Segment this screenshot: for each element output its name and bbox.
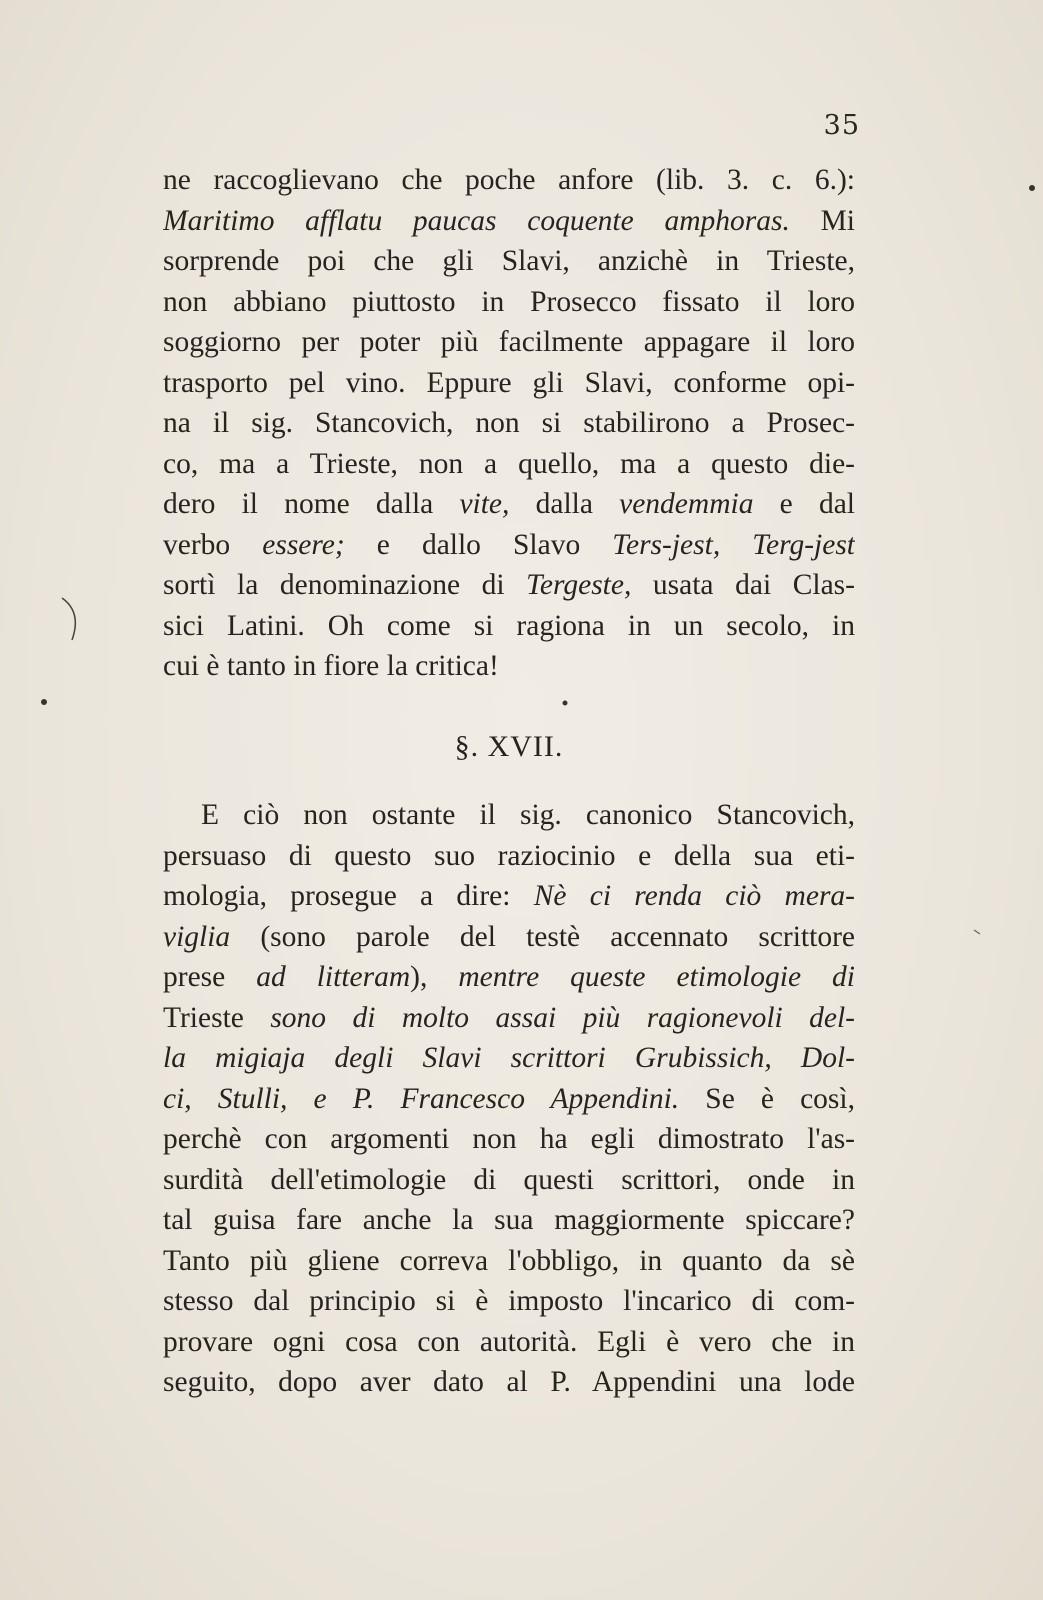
italic-text: ad litteram bbox=[256, 961, 411, 993]
text-line bbox=[163, 917, 855, 958]
text-run: mologia, prosegue a dire: bbox=[163, 880, 534, 912]
text-line bbox=[163, 322, 855, 363]
italic-text: sono di molto assai più ragionevoli del- bbox=[270, 1001, 855, 1034]
text-run: e dallo Slavo bbox=[344, 528, 613, 561]
text-run: non abbiano piuttosto in Prosecco fissato il loro bbox=[163, 285, 855, 318]
text-run: perchè con argomenti non ha egli dimostrato l'as- bbox=[163, 1123, 855, 1155]
text-line bbox=[163, 1241, 855, 1282]
text-run: Tanto più gliene correva l'obbligo, in quanto da sè bbox=[163, 1244, 855, 1277]
text-run: usata dai Clas- bbox=[631, 569, 855, 601]
text-run: (sono parole del testè accennato scrittore bbox=[230, 920, 855, 953]
text-run: ), bbox=[410, 961, 459, 993]
text-line bbox=[163, 1322, 855, 1363]
text-line bbox=[163, 565, 855, 606]
text-run: Trieste bbox=[163, 1001, 271, 1034]
text-run: dero il nome dalla bbox=[163, 488, 460, 520]
text-line bbox=[163, 606, 855, 647]
text-line bbox=[163, 201, 855, 242]
italic-text: Tergeste, bbox=[526, 569, 632, 601]
text-line bbox=[163, 444, 855, 485]
text-line bbox=[163, 957, 855, 998]
text-line bbox=[163, 241, 855, 282]
text-run: Se è così, bbox=[679, 1082, 855, 1115]
text-line bbox=[163, 1160, 855, 1201]
italic-text: vendemmia bbox=[619, 488, 754, 520]
text-line bbox=[163, 484, 855, 525]
text-line bbox=[163, 1038, 855, 1079]
paper-mark bbox=[62, 598, 75, 640]
text-run: Mi bbox=[789, 204, 855, 237]
text-run: sorprende poi che gli Slavi, anzichè in Trieste, bbox=[163, 245, 855, 277]
text-line bbox=[163, 1079, 855, 1120]
text-run: E ciò non ostante il sig. canonico Stancovich, bbox=[201, 799, 855, 831]
text-line bbox=[163, 1119, 855, 1160]
text-line bbox=[163, 998, 855, 1039]
italic-text: Maritimo afflatu paucas coquente amphoras. bbox=[163, 204, 790, 237]
text-run: trasporto pel vino. Eppure gli Slavi, conforme opi- bbox=[163, 366, 855, 399]
text-run: persuaso di questo suo raziocinio e della sua eti- bbox=[163, 839, 855, 872]
text-run: verbo bbox=[163, 528, 263, 561]
text-line bbox=[163, 836, 855, 877]
paper-mark bbox=[974, 930, 980, 934]
text-run: soggiorno per poter più facilmente appagare il loro bbox=[163, 326, 855, 358]
text-run: provare ogni cosa con autorità. Egli è vero che in bbox=[163, 1325, 855, 1358]
text-run: sortì la denominazione di bbox=[163, 569, 527, 601]
text-run: co, ma a Trieste, non a quello, ma a questo die- bbox=[163, 447, 855, 480]
text-run: e dal bbox=[753, 488, 855, 520]
italic-text: viglia bbox=[163, 920, 231, 953]
page-number: 35 bbox=[823, 110, 860, 141]
text-run: sici Latini. Oh come si ragiona in un secolo, in bbox=[163, 609, 855, 642]
italic-text: mentre queste etimologie di bbox=[458, 961, 855, 993]
text-line bbox=[163, 876, 855, 917]
italic-text: ci, Stulli, e P. Francesco Appendini. bbox=[163, 1082, 680, 1115]
text-run: cui è tanto in fiore la critica! bbox=[163, 650, 499, 682]
paragraph-continued bbox=[163, 160, 855, 687]
italic-text: vite, bbox=[459, 488, 510, 520]
paragraph-section-xvii bbox=[163, 795, 855, 1403]
ink-speck bbox=[563, 701, 568, 706]
text-run: seguito, dopo aver dato al P. Appendini una lode bbox=[163, 1366, 855, 1398]
italic-text: Nè ci renda ciò mera- bbox=[533, 880, 855, 912]
section-heading: §. XVII. bbox=[454, 730, 564, 763]
text-line bbox=[163, 363, 855, 404]
text-line bbox=[163, 646, 855, 687]
text-line bbox=[163, 403, 855, 444]
text-run: prese bbox=[163, 961, 257, 993]
text-run: ne raccoglievano che poche anfore (lib. 3. c. 6.): bbox=[163, 164, 855, 196]
text-line bbox=[163, 525, 855, 566]
italic-text: la migiaja degli Slavi scrittori Grubissich, Dol- bbox=[163, 1042, 855, 1074]
text-line bbox=[163, 1200, 855, 1241]
ink-speck bbox=[41, 699, 47, 705]
text-run: dalla bbox=[509, 488, 620, 520]
text-run: na il sig. Stancovich, non si stabilirono a Prosec- bbox=[163, 407, 855, 439]
text-line bbox=[163, 795, 855, 836]
text-line bbox=[163, 1281, 855, 1322]
italic-text: essere; bbox=[262, 528, 345, 561]
text-line bbox=[163, 282, 855, 323]
text-line bbox=[163, 1362, 855, 1403]
ink-speck bbox=[1029, 185, 1035, 191]
text-run: stesso dal principio si è imposto l'incarico di com- bbox=[163, 1285, 855, 1317]
italic-text: Ters-jest, Terg-jest bbox=[612, 528, 855, 561]
text-line bbox=[163, 160, 855, 201]
text-run: surdità dell'etimologie di questi scrittori, onde in bbox=[163, 1163, 855, 1196]
text-run: tal guisa fare anche la sua maggiormente spiccare? bbox=[163, 1204, 855, 1236]
